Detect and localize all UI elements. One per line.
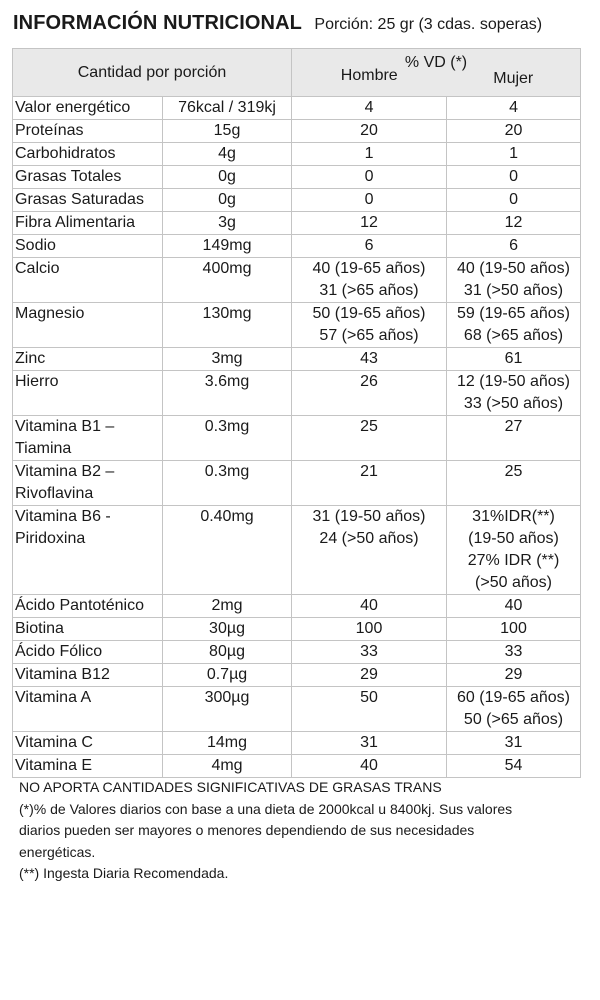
vd-women	[447, 235, 581, 258]
table-row	[13, 618, 581, 641]
vd-women-line: 33	[504, 643, 523, 660]
vd-women	[447, 506, 581, 595]
nutrient-name-line: Rivoflavina	[15, 485, 94, 502]
vd-women	[447, 348, 581, 371]
nutrient-amount: 3g	[163, 212, 292, 235]
vd-women	[447, 732, 581, 755]
daily-values-note-end: energéticas.	[19, 843, 96, 860]
vd-women	[447, 258, 581, 303]
vd-women	[447, 461, 581, 506]
vd-men	[292, 506, 447, 595]
vd-women	[447, 618, 581, 641]
table-header	[13, 49, 581, 97]
vd-men-line: 4	[364, 99, 374, 116]
table-row	[13, 506, 581, 595]
page-title: INFORMACIÓN NUTRICIONAL	[13, 12, 302, 34]
table-row	[13, 461, 581, 506]
vd-men-line: 50	[360, 689, 378, 706]
nutrient-amount: 4g	[163, 143, 292, 166]
vd-women-line: 68 (>65 años)	[463, 327, 564, 344]
vd-men-line: 40	[360, 757, 378, 774]
vd-women-line: 4	[509, 99, 518, 116]
quantity-header: Cantidad por porción	[13, 49, 292, 97]
table-row	[13, 143, 581, 166]
vd-women-line: 60 (19-65 años)	[457, 689, 570, 706]
nutrient-name	[13, 235, 163, 258]
daily-values-note-cont: diarios pueden ser mayores o menores dependiendo de sus necesidades	[19, 822, 475, 838]
vd-women	[447, 595, 581, 618]
vd-women-line: 0	[509, 168, 518, 185]
nutrient-name	[13, 732, 163, 755]
vd-men-line: 29	[360, 666, 378, 683]
trans-fat-note: NO APORTA CANTIDADES SIGNIFICATIVAS DE GRASAS TRANS	[19, 779, 442, 795]
vd-header-label: % VD (*)	[404, 54, 468, 71]
nutrient-name-line: Zinc	[15, 350, 46, 367]
vd-women-line: 31	[504, 734, 523, 751]
vd-women-line: 1	[509, 145, 518, 162]
nutrient-name	[13, 97, 163, 120]
nutrient-name	[13, 595, 163, 618]
nutrient-amount: 76kcal / 319kj	[163, 97, 292, 120]
table-row	[13, 303, 581, 348]
daily-values-note: (*)% de Valores diarios con base a una dieta de 2000kcal u 8400kj. Sus valores	[19, 800, 513, 817]
vd-men	[292, 120, 447, 143]
nutrient-name	[13, 212, 163, 235]
nutrient-name-line: Grasas Totales	[15, 168, 122, 185]
vd-women-line: 20	[504, 122, 523, 139]
women-header: Mujer	[493, 70, 534, 87]
vd-women-line: 27% IDR (**)	[467, 552, 560, 569]
table-row	[13, 189, 581, 212]
vd-women	[447, 416, 581, 461]
vd-women	[447, 371, 581, 416]
vd-men	[292, 143, 447, 166]
vd-men	[292, 416, 447, 461]
vd-men	[292, 258, 447, 303]
vd-men-line: 50 (19-65 años)	[312, 305, 426, 322]
nutrient-name-line: Ácido Fólico	[15, 643, 103, 660]
nutrient-name-line: Vitamina E	[15, 757, 93, 774]
vd-men	[292, 303, 447, 348]
vd-men	[292, 618, 447, 641]
table-row	[13, 97, 581, 120]
vd-men	[292, 235, 447, 258]
vd-women-line: (>50 años)	[475, 574, 552, 591]
nutrient-amount: 4mg	[163, 755, 292, 778]
nutrient-name	[13, 755, 163, 778]
nutrient-amount: 15g	[163, 120, 292, 143]
nutrient-name-line: Vitamina B1 –	[15, 418, 115, 435]
vd-women-line: 59 (19-65 años)	[457, 305, 570, 322]
vd-header	[292, 49, 581, 97]
nutrient-amount: 0.3mg	[163, 461, 292, 506]
vd-men-line: 24 (>50 años)	[319, 530, 419, 547]
nutrient-amount: 0g	[163, 166, 292, 189]
nutrient-name-line: Grasas Saturadas	[15, 191, 144, 208]
portion-size: Porción: 25 gr (3 cdas. soperas)	[314, 16, 543, 33]
table-row	[13, 120, 581, 143]
vd-men	[292, 348, 447, 371]
nutrient-name	[13, 189, 163, 212]
nutrient-amount: 14mg	[163, 732, 292, 755]
table-row	[13, 687, 581, 732]
vd-women	[447, 687, 581, 732]
nutrient-amount: 0g	[163, 189, 292, 212]
table-row	[13, 371, 581, 416]
vd-men-line: 21	[360, 463, 378, 480]
vd-men-line: 31	[360, 734, 378, 751]
table-row	[13, 664, 581, 687]
nutrient-name-line: Vitamina C	[15, 734, 93, 751]
vd-women-line: (19-50 años)	[468, 530, 559, 547]
vd-men-line: 43	[360, 350, 378, 367]
table-row	[13, 212, 581, 235]
vd-women-line: 12	[504, 214, 523, 231]
vd-men	[292, 212, 447, 235]
vd-men	[292, 732, 447, 755]
vd-men-line: 31 (>65 años)	[319, 282, 419, 299]
vd-women-line: 31%IDR(**)	[472, 508, 555, 525]
vd-women-line: 6	[509, 237, 518, 254]
nutrient-name-line: Biotina	[15, 620, 64, 637]
nutrient-name-line: Carbohidratos	[15, 145, 116, 162]
nutrient-name	[13, 641, 163, 664]
nutrient-name	[13, 618, 163, 641]
nutrient-name-line: Piridoxina	[15, 530, 86, 547]
vd-women-line: 0	[509, 191, 518, 208]
table-row	[13, 235, 581, 258]
nutrient-name	[13, 461, 163, 506]
title-row	[13, 12, 542, 35]
vd-men-line: 100	[355, 620, 383, 637]
vd-men-line: 0	[364, 191, 374, 208]
vd-men-line: 1	[364, 145, 374, 162]
vd-men-line: 12	[360, 214, 378, 231]
nutrient-name	[13, 143, 163, 166]
nutrient-name	[13, 687, 163, 732]
nutrient-name-line: Fibra Alimentaria	[15, 214, 136, 231]
nutrient-amount: 3.6mg	[163, 371, 292, 416]
vd-men-line: 26	[360, 373, 378, 390]
table-row	[13, 755, 581, 778]
vd-women-line: 33 (>50 años)	[463, 395, 564, 412]
nutrient-name	[13, 166, 163, 189]
vd-women	[447, 755, 581, 778]
vd-men-line: 6	[364, 237, 374, 254]
vd-men	[292, 595, 447, 618]
nutrient-name-line: Valor energético	[15, 99, 131, 116]
table-body	[13, 97, 581, 778]
vd-women-line: 61	[504, 350, 523, 367]
nutrient-name	[13, 371, 163, 416]
vd-men-line: 57 (>65 años)	[319, 327, 419, 344]
nutrient-name	[13, 506, 163, 595]
nutrient-name-line: Vitamina B2 –	[15, 463, 115, 480]
vd-women-line: 29	[504, 666, 523, 683]
men-header: Hombre	[340, 67, 398, 84]
nutrient-name-line: Vitamina A	[15, 689, 92, 706]
table-row	[13, 258, 581, 303]
vd-women	[447, 212, 581, 235]
vd-men-line: 31 (19-50 años)	[312, 508, 426, 525]
nutrient-amount: 149mg	[163, 235, 292, 258]
vd-men	[292, 641, 447, 664]
nutrient-name-line: Vitamina B12	[15, 666, 110, 683]
vd-men	[292, 687, 447, 732]
vd-women	[447, 303, 581, 348]
nutrient-name-line: Ácido Pantoténico	[15, 597, 144, 614]
vd-men-line: 40 (19-65 años)	[312, 260, 426, 277]
vd-women	[447, 641, 581, 664]
vd-women-line: 31 (>50 años)	[463, 282, 564, 299]
nutrient-name-line: Calcio	[15, 260, 60, 277]
table-row	[13, 641, 581, 664]
nutrient-amount: 2mg	[163, 595, 292, 618]
nutrition-table	[12, 48, 581, 778]
vd-men-line: 20	[360, 122, 378, 139]
vd-women	[447, 166, 581, 189]
nutrient-amount: 0.40mg	[163, 506, 292, 595]
vd-men-line: 40	[360, 597, 378, 614]
vd-women	[447, 120, 581, 143]
nutrient-name	[13, 416, 163, 461]
nutrient-name	[13, 348, 163, 371]
vd-women	[447, 189, 581, 212]
vd-men	[292, 97, 447, 120]
footer-notes	[19, 777, 579, 885]
vd-women-line: 25	[504, 463, 523, 480]
vd-women-line: 100	[500, 620, 527, 637]
nutrient-name-line: Magnesio	[15, 305, 85, 322]
vd-women-line: 40 (19-50 años)	[457, 260, 570, 277]
nutrient-amount: 3mg	[163, 348, 292, 371]
vd-men-line: 33	[360, 643, 378, 660]
vd-women-line: 40	[504, 597, 523, 614]
nutrient-amount: 130mg	[163, 303, 292, 348]
nutrient-name-line: Vitamina B6 -	[15, 508, 111, 525]
nutrient-name-line: Hierro	[15, 373, 59, 390]
table-row	[13, 166, 581, 189]
vd-women-line: 50 (>65 años)	[463, 711, 564, 728]
nutrient-amount: 300µg	[163, 687, 292, 732]
nutrient-name	[13, 258, 163, 303]
nutrient-name	[13, 664, 163, 687]
nutrient-amount: 80µg	[163, 641, 292, 664]
table-row	[13, 348, 581, 371]
vd-men	[292, 189, 447, 212]
vd-men	[292, 461, 447, 506]
table-row	[13, 416, 581, 461]
vd-women	[447, 97, 581, 120]
vd-men-line: 0	[364, 168, 374, 185]
nutrient-amount: 30µg	[163, 618, 292, 641]
nutrient-amount: 0.3mg	[163, 416, 292, 461]
vd-men	[292, 755, 447, 778]
nutrient-name	[13, 303, 163, 348]
table-row	[13, 595, 581, 618]
vd-men	[292, 166, 447, 189]
nutrient-name-line: Sodio	[15, 237, 56, 254]
nutrient-name-line: Proteínas	[15, 122, 84, 139]
nutrient-amount: 0.7µg	[163, 664, 292, 687]
vd-women-line: 12 (19-50 años)	[457, 373, 570, 390]
table-row	[13, 732, 581, 755]
vd-women-line: 27	[504, 418, 523, 435]
vd-men	[292, 664, 447, 687]
vd-women-line: 54	[504, 757, 523, 774]
vd-women	[447, 143, 581, 166]
nutrient-amount: 400mg	[163, 258, 292, 303]
nutrient-name-line: Tiamina	[15, 440, 72, 457]
vd-men	[292, 371, 447, 416]
idr-note: (**) Ingesta Diaria Recomendada.	[19, 865, 229, 881]
vd-women	[447, 664, 581, 687]
vd-men-line: 25	[360, 418, 378, 435]
nutrient-name	[13, 120, 163, 143]
